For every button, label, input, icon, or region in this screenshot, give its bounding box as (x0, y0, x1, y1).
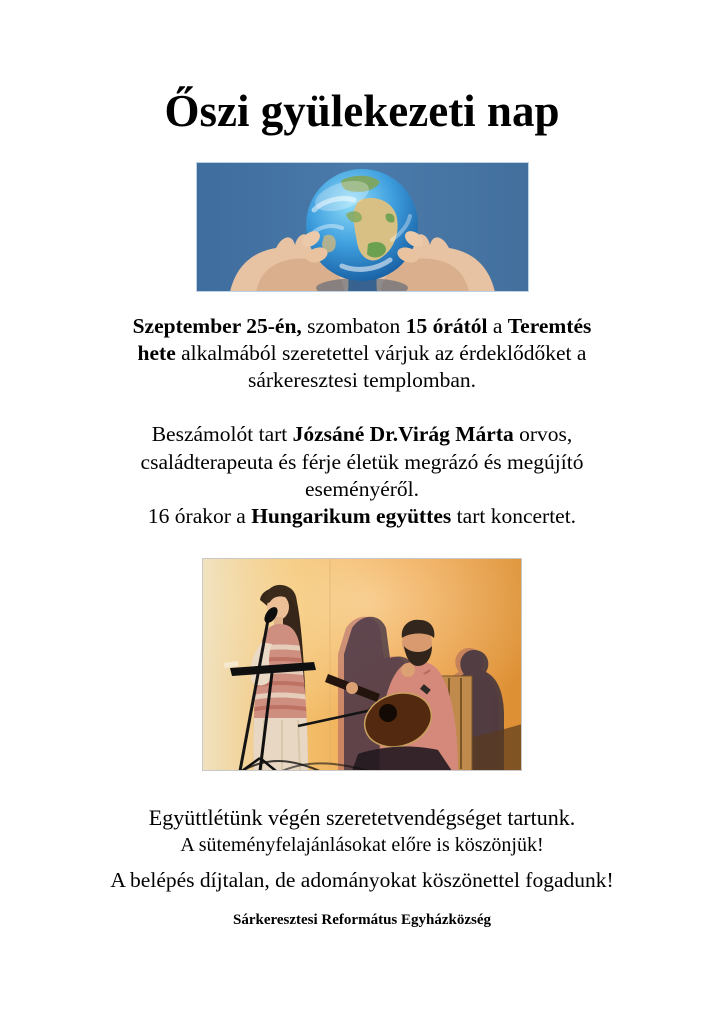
date-bold: Szeptember 25-én, (132, 314, 302, 339)
report-text: Beszámolót tart (151, 422, 293, 447)
report-text: eseményéről. (304, 476, 420, 501)
globe-photo (196, 162, 529, 292)
speaker-name-bold: Józsáné Dr.Virág Márta (292, 422, 514, 447)
report-text: orvos, (513, 422, 573, 447)
intro-text: a (487, 314, 508, 339)
concert-photo (202, 558, 522, 771)
footer-organization: Sárkeresztesi Református Egyházközség (232, 911, 491, 928)
intro-text: alkalmából szeretettel várjuk az érdeklődőket a (175, 341, 587, 366)
creation-week-bold: hete (137, 341, 176, 366)
page-title: Őszi gyülekezeti nap (164, 86, 560, 136)
band-name-bold: Hungarikum együttes (251, 503, 452, 528)
earth-globe (306, 169, 418, 281)
report-text: 16 órakor a (147, 503, 252, 528)
intro-paragraph (52, 313, 672, 394)
report-paragraph (52, 421, 672, 529)
closing-line-2: A süteményfelajánlásokat előre is köszönjük! (180, 833, 544, 856)
intro-text: szombaton (301, 314, 406, 339)
time-bold: 15 órától (405, 314, 488, 339)
closing-line-3: A belépés díjtalan, de adományokat köszönettel fogadunk! (110, 867, 614, 892)
closing-line-1: Együttlétünk végén szeretetvendégséget tartunk. (148, 804, 576, 830)
concert-illustration (202, 558, 522, 771)
report-text: családterapeuta és férje életük megrázó és megújító (140, 449, 584, 474)
globe-illustration (196, 162, 529, 292)
report-text: tart koncertet. (451, 503, 577, 528)
guitar-soundhole (379, 704, 397, 722)
creation-week-bold: Teremtés (507, 314, 592, 339)
intro-text: sárkeresztesi templomban. (247, 368, 477, 393)
